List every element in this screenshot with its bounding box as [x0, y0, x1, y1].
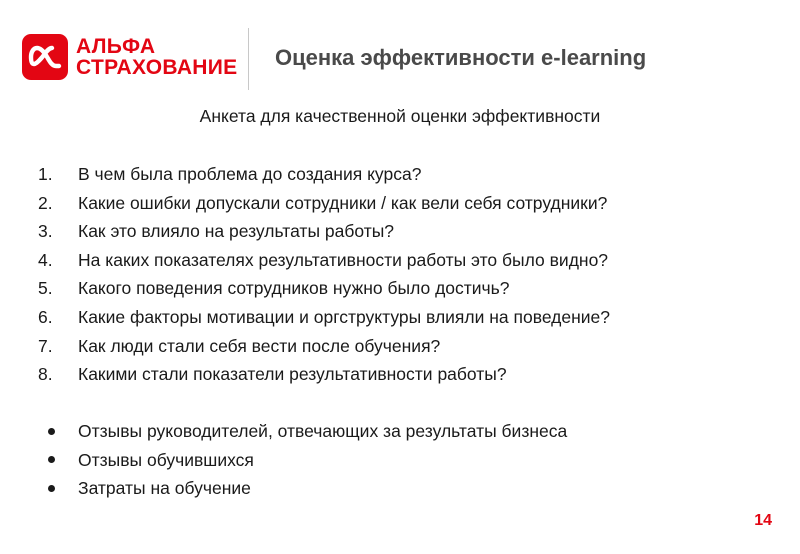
question-number: 5. — [38, 278, 53, 299]
question-number: 8. — [38, 364, 53, 385]
question-item — [38, 303, 610, 332]
question-number: 3. — [38, 221, 53, 242]
questions-list — [38, 160, 610, 389]
company-logo-text — [76, 36, 237, 78]
question-number: 1. — [38, 164, 53, 184]
question-text: На каких показателях результативности работы это было видно? — [78, 249, 609, 270]
question-item — [38, 189, 610, 218]
slide-header — [0, 0, 800, 110]
question-text: Какие ошибки допускали сотрудники / как вели себя сотрудники? — [78, 192, 608, 213]
page-number: 14 — [754, 512, 772, 529]
question-item — [38, 246, 610, 275]
bullet-text: Затраты на обучение — [78, 478, 251, 499]
bullet-dot-icon — [48, 428, 55, 435]
bullet-item — [38, 474, 567, 503]
question-text: Какого поведения сотрудников нужно было достичь? — [78, 278, 510, 299]
question-number: 6. — [38, 306, 53, 327]
question-number: 7. — [38, 335, 53, 356]
question-item — [38, 332, 610, 361]
slide-title: Оценка эффективности e-learning — [275, 45, 647, 70]
question-number: 4. — [38, 249, 53, 270]
bullet-item — [38, 417, 567, 446]
bullet-dot-icon — [48, 485, 55, 492]
logo-line-1: АЛЬФА — [76, 35, 156, 58]
bullet-dot-icon — [48, 456, 55, 463]
question-text: Как это влияло на результаты работы? — [78, 221, 395, 242]
question-item — [38, 217, 610, 246]
question-item — [38, 160, 610, 189]
alfa-alpha-logo-icon — [22, 34, 68, 80]
bullet-text: Отзывы обучившихся — [78, 449, 254, 470]
slide-subtitle: Анкета для качественной оценки эффективности — [199, 106, 601, 126]
evaluation-bullets — [38, 417, 567, 503]
question-text: Какие факторы мотивации и оргструктуры влияли на поведение? — [78, 306, 611, 327]
question-text: Какими стали показатели результативности работы? — [78, 364, 507, 385]
logo-line-2: СТРАХОВАНИЕ — [76, 56, 238, 79]
question-text: Как люди стали себя вести после обучения? — [78, 335, 441, 356]
bullet-text: Отзывы руководителей, отвечающих за результаты бизнеса — [78, 421, 568, 441]
question-item — [38, 274, 610, 303]
question-item — [38, 360, 610, 389]
question-text: В чем была проблема до создания курса? — [78, 164, 422, 184]
question-number: 2. — [38, 192, 53, 213]
bullet-item — [38, 446, 567, 475]
header-divider — [248, 28, 249, 90]
